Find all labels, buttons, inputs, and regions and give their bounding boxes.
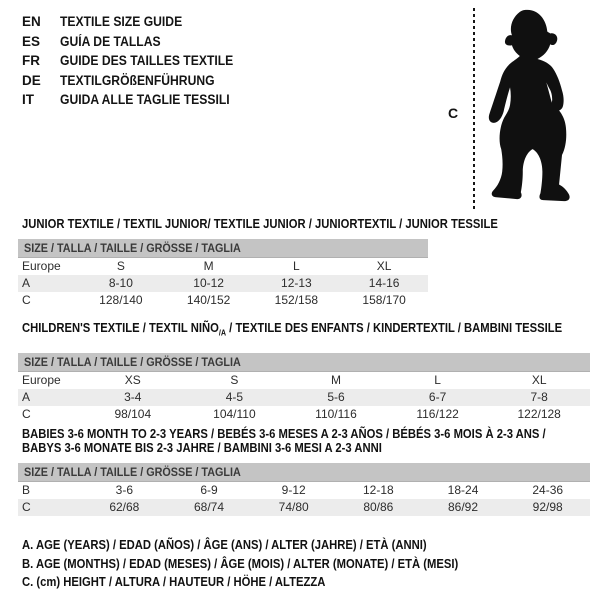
table-cell: L [434,372,441,387]
legend-item: A. AGE (YEARS) / EDAD (AÑOS) / ÂGE (ANS) / ALTER (JAHRE) / ETÀ (ANNI) [22,538,427,552]
language-title: GUÍA DE TALLAS [60,33,161,49]
table-cell: 116/122 [416,406,459,421]
table-cell: 10-12 [193,276,224,290]
table-title-subscript: /A [218,328,227,338]
size-header-bar [18,463,590,482]
children-textile-table [18,321,590,423]
table-cell: 86/92 [448,500,479,514]
table-cell: 158/170 [362,293,406,307]
row-label: C [22,406,31,421]
table-cell: S [230,372,239,387]
table-cell: 5-6 [327,389,345,404]
row-label: C [22,500,31,514]
language-title: GUIDE DES TAILLES TEXTILE [60,53,234,68]
language-title: GUIDA ALLE TAGLIE TESSILI [60,92,230,107]
row-label: B [22,483,31,497]
table-cell: 122/128 [517,406,561,421]
language-code: IT [22,92,34,107]
table-row [18,389,590,406]
table-cell: 80/86 [363,500,394,514]
table-title [22,441,533,455]
table-cell: 14-16 [368,276,400,290]
table-row [18,499,590,516]
table-row [18,482,590,499]
table-cell: L [293,259,300,273]
babies-textile-table [18,427,590,516]
size-header-text: SIZE / TALLA / TAILLE / GRÖSSE / TAGLIA [24,354,241,369]
table-title-text: BABYS 3-6 MONATE BIS 2-3 JAHRE / BAMBINI 3-6 MESI A 2-3 ANNI [22,441,382,455]
table-cell: S [116,259,125,273]
language-item [22,90,253,110]
table-row [18,406,590,423]
table-cell: 92/98 [532,500,563,514]
table-row [18,258,428,275]
size-header-bar [18,353,590,372]
language-item [22,51,253,71]
table-cell: XL [376,259,392,273]
table-cell: 7-8 [530,389,548,404]
table-cell: 12-18 [363,483,394,497]
table-cell: 6-9 [200,483,218,497]
size-header-bar [18,239,428,258]
height-measure-dotted-line [473,8,475,210]
table-cell: 9-12 [281,483,306,497]
table-cell: XS [124,372,141,387]
table-cell: 4-5 [225,389,244,404]
table-cell: 110/116 [315,406,357,421]
table-cell: M [203,259,214,273]
row-label: Europe [22,372,61,387]
language-title-list [22,12,253,110]
table-cell: 3-6 [115,483,133,497]
language-code: EN [22,14,41,29]
language-item [22,32,253,52]
language-title: TEXTILGRÖßENFÜHRUNG [60,72,215,88]
table-cell: 128/140 [99,293,143,307]
table-row [18,372,590,389]
table-cell: 104/110 [213,406,256,421]
table-cell: XL [531,372,547,387]
table-cell: 62/68 [109,500,140,514]
table-title-text: JUNIOR TEXTILE / TEXTIL JUNIOR/ TEXTILE JUNIOR / JUNIORTEXTIL / JUNIOR TESSILE [22,217,498,231]
table-title [22,321,563,341]
size-header-text: SIZE / TALLA / TAILLE / GRÖSSE / TAGLIA [24,241,241,255]
legend-item: B. AGE (MONTHS) / EDAD (MESES) / ÂGE (MOIS) / ALTER (MONATE) / ETÀ (MESI) [22,556,459,571]
table-cell: M [330,372,341,387]
row-label: Europe [22,259,61,273]
language-item [22,12,253,32]
legend-item: C. (cm) HEIGHT / ALTURA / HAUTEUR / HÖHE / ALTEZZA [22,575,326,589]
legend-notes [22,536,507,592]
table-cell: 140/152 [186,293,231,307]
table-title-text: CHILDREN'S TEXTILE / TEXTIL NIÑO [22,321,219,335]
table-cell: 12-13 [281,276,312,290]
table-title-text: / TEXTILE DES ENFANTS / KINDERTEXTIL / BAMBINI TESSILE [226,321,563,335]
row-label: C [22,293,31,307]
table-cell: 18-24 [447,483,479,497]
size-header-text: SIZE / TALLA / TAILLE / GRÖSSE / TAGLIA [24,465,241,479]
table-cell: 24-36 [532,483,564,497]
table-title [22,427,546,441]
table-row [18,292,428,309]
language-item [22,71,253,91]
table-cell: 3-4 [124,389,142,404]
table-cell: 98/104 [114,406,152,421]
table-cell: 152/158 [274,293,319,307]
table-cell: 68/74 [193,500,225,514]
table-row [18,275,428,292]
language-code: FR [22,53,40,68]
table-title [22,217,498,231]
table-cell: 74/80 [278,500,309,514]
row-label: A [22,389,31,404]
table-title-text: BABIES 3-6 MONTH TO 2-3 YEARS / BEBÉS 3-6 MESES A 2-3 AÑOS / BÉBÉS 3-6 MOIS À 2-3 ANS / [22,427,546,441]
height-measure-label: C [448,105,459,121]
table-cell: 6-7 [428,389,447,404]
junior-textile-table [18,217,498,309]
language-code: ES [22,33,41,49]
language-code: DE [22,72,41,88]
toddler-silhouette-icon [479,6,595,207]
row-label: A [22,276,31,290]
language-title: TEXTILE SIZE GUIDE [60,14,183,29]
table-cell: 8-10 [108,276,133,290]
